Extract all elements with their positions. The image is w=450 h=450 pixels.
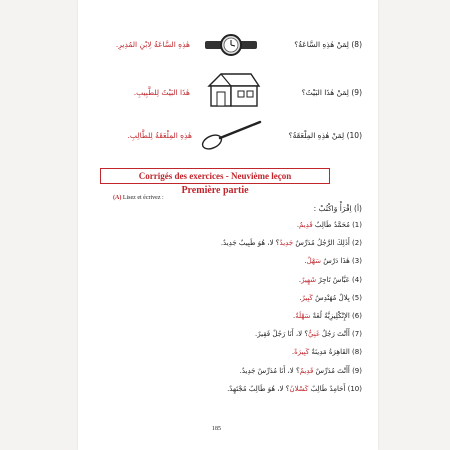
- answer-line: [255, 330, 362, 338]
- answer-line-prefix: (9) أَأَنْتَ مُدَرِّسٌ: [313, 366, 362, 375]
- answer-line-highlight: جَدِيدٌ: [279, 239, 294, 248]
- spoon-icon: [200, 118, 264, 152]
- answer-line-prefix: (4) عَبَّاسٌ تَاجِرٌ: [316, 275, 362, 284]
- answer-line-highlight: سَهْلَةٌ: [295, 312, 311, 320]
- answer-9: هٰذَا البَيْتُ لِلطَّبِيبِ.: [133, 88, 190, 97]
- answer-line-highlight: كَسْلانُ: [289, 384, 309, 393]
- answer-line-suffix: ؟ لا، أَنَا رَجُلٌ فَقِيرٌ.: [255, 330, 309, 339]
- answer-line: [304, 257, 362, 265]
- answer-line: [299, 276, 362, 284]
- answer-line: [299, 294, 362, 302]
- answer-8: هٰذِهِ السَّاعَةُ لِابْنِ المُدِيرِ.: [115, 40, 190, 49]
- section-marker: (A): [113, 195, 122, 201]
- answer-line-suffix: .: [304, 257, 307, 266]
- answer-line-prefix: (10) أَحَامِدٌ طَالِبٌ: [308, 384, 362, 393]
- wristwatch-icon: [203, 32, 259, 58]
- answer-line-prefix: (3) هٰذَا دَرْسٌ: [321, 257, 362, 266]
- house-icon: [205, 70, 261, 108]
- answer-line-suffix: .: [299, 293, 302, 302]
- answer-line-prefix: (6) الإِنْكْلِيزِيَّةُ لُغَةٌ: [310, 312, 362, 320]
- section-arabic: (أ) اِقْرَأْ وَاكْتُبْ :: [313, 204, 362, 213]
- answer-line-suffix: ؟ لا، هُوَ طَبِيبٌ جَدِيدٌ.: [220, 239, 280, 248]
- answer-line-suffix: .: [298, 275, 302, 284]
- answer-line-prefix: (1) مُحَمَّدٌ طَالِبٌ: [312, 221, 362, 229]
- answer-line: [221, 239, 362, 247]
- answer-line: [292, 348, 362, 356]
- answer-line-highlight: غَنِيٌّ: [308, 330, 320, 339]
- answer-line-highlight: قَدِيمٌ: [299, 221, 313, 229]
- lesson-banner: Corrigés des exercices - Neuvième leçon: [100, 168, 330, 184]
- answer-line: [297, 221, 362, 229]
- answer-line-suffix: .: [292, 312, 296, 320]
- question-8: (8) لِمَنْ هٰذِهِ السَّاعَةُ؟: [294, 40, 362, 49]
- answer-line-prefix: (7) أَأَنْتَ رَجُلٌ: [319, 330, 362, 339]
- answer-line: [227, 385, 362, 393]
- answer-line-suffix: .: [296, 221, 300, 229]
- answer-line-suffix: ؟ لا، أَنَا مُدَرِّسٌ جَدِيدٌ.: [239, 366, 300, 375]
- answer-line: [293, 312, 362, 320]
- answer-line-prefix: (2) أَذٰلِكَ الرَّجُلُ مُدَرِّسٌ: [293, 239, 362, 248]
- part-title: Première partie: [181, 185, 249, 196]
- answer-10: هٰذِهِ المِلْعَقَةُ لِلطَّالِبِ.: [127, 131, 192, 140]
- answer-line-highlight: كَبِيرَةٌ: [294, 348, 310, 357]
- question-10: (10) لِمَنْ هٰذِهِ المِلْعَقَةُ؟: [288, 131, 362, 140]
- answer-line-highlight: شَهِيرٌ: [301, 275, 317, 284]
- question-9: (9) لِمَنْ هٰذَا البَيْتُ؟: [301, 88, 362, 97]
- section-instruction: Lisez et écrivez :: [121, 195, 164, 201]
- answer-line: [240, 367, 362, 375]
- answer-line-suffix: .: [291, 348, 295, 357]
- page-number: 185: [212, 426, 221, 432]
- answer-line-suffix: ؟ لا، هُوَ طَالِبٌ مُجْتَهِدٌ.: [227, 384, 290, 393]
- section-label: [113, 195, 164, 201]
- answer-line-highlight: كَبِيرٌ: [301, 293, 313, 302]
- answer-line-prefix: (8) القَاهِرَةُ مَدِينَةٌ: [309, 348, 362, 357]
- answer-line-highlight: سَهْلٌ: [306, 257, 322, 266]
- answer-line-highlight: قَدِيمٌ: [299, 366, 314, 375]
- answer-line-prefix: (5) بِلالٌ مُهَنْدِسٌ: [312, 293, 362, 302]
